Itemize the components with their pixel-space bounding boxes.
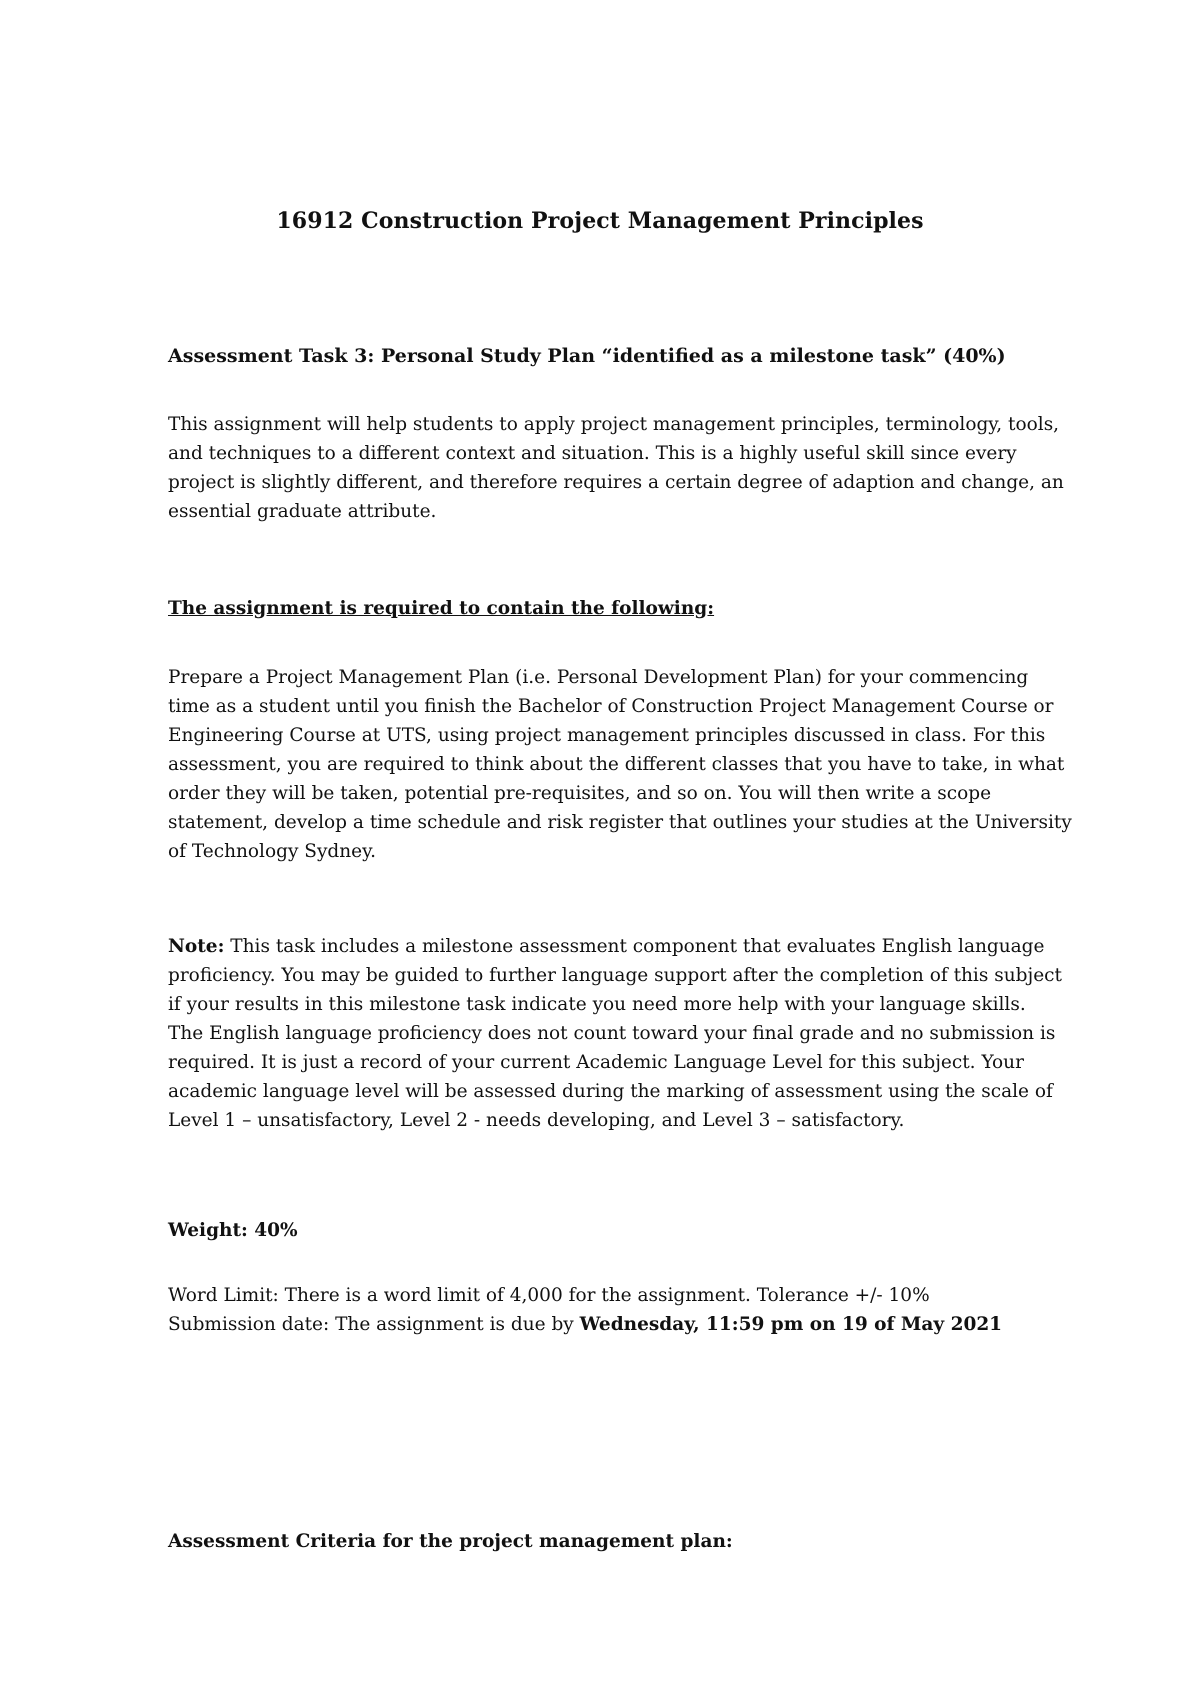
intro-line: and techniques to a different context and situation. This is a highly useful skill since every bbox=[168, 443, 1017, 464]
task-heading: Assessment Task 3: Personal Study Plan “identified as a milestone task” (40%) bbox=[168, 345, 1006, 367]
plan-line: assessment, you are required to think about the different classes that you have to take, in what bbox=[168, 754, 1065, 775]
requirements-heading: The assignment is required to contain the following: bbox=[168, 598, 715, 619]
limits-paragraph bbox=[168, 1281, 1088, 1339]
criteria-heading: Assessment Criteria for the project management plan: bbox=[168, 1531, 733, 1552]
submission-line bbox=[168, 1310, 1088, 1339]
note-line: if your results in this milestone task indicate you need more help with your language skills. bbox=[168, 994, 1026, 1015]
note-first-line bbox=[168, 932, 1088, 961]
plan-line: of Technology Sydney. bbox=[168, 841, 376, 862]
submission-due-date: Wednesday, 11:59 pm on 19 of May 2021 bbox=[579, 1314, 1003, 1335]
intro-paragraph bbox=[168, 410, 1088, 526]
plan-line: order they will be taken, potential pre-requisites, and so on. You will then write a scope bbox=[168, 783, 992, 804]
plan-line: time as a student until you finish the Bachelor of Construction Project Management Course or bbox=[168, 696, 1054, 717]
document-title: 16912 Construction Project Management Principles bbox=[276, 208, 924, 234]
note-line: required. It is just a record of your current Academic Language Level for this subject. Your bbox=[168, 1052, 1024, 1073]
intro-line: This assignment will help students to apply project management principles, terminology, tools, bbox=[168, 414, 1060, 435]
plan-line: Prepare a Project Management Plan (i.e. Personal Development Plan) for your commencing bbox=[168, 667, 1029, 688]
note-line: The English language proficiency does not count toward your final grade and no submission is bbox=[168, 1023, 1056, 1044]
note-label: Note: bbox=[168, 936, 225, 957]
plan-line: Engineering Course at UTS, using project management principles discussed in class. For this bbox=[168, 725, 1046, 746]
word-limit-line: Word Limit: There is a word limit of 4,000 for the assignment. Tolerance +/- 10% bbox=[168, 1285, 930, 1306]
intro-line: project is slightly different, and therefore requires a certain degree of adaption and change, an bbox=[168, 472, 1064, 493]
plan-line: statement, develop a time schedule and risk register that outlines your studies at the University bbox=[168, 812, 1072, 833]
weight-label: Weight: 40% bbox=[168, 1220, 298, 1241]
plan-paragraph bbox=[168, 663, 1088, 866]
note-paragraph bbox=[168, 932, 1088, 1135]
note-line: proficiency. You may be guided to further language support after the completion of this subject bbox=[168, 965, 1062, 986]
note-line: academic language level will be assessed during the marking of assessment using the scale of bbox=[168, 1081, 1053, 1102]
note-first-line-text: This task includes a milestone assessment component that evaluates English language bbox=[224, 936, 1045, 957]
note-line: Level 1 – unsatisfactory, Level 2 - needs developing, and Level 3 – satisfactory. bbox=[168, 1110, 905, 1131]
submission-prefix: Submission date: The assignment is due by bbox=[168, 1314, 580, 1335]
intro-line: essential graduate attribute. bbox=[168, 501, 437, 522]
